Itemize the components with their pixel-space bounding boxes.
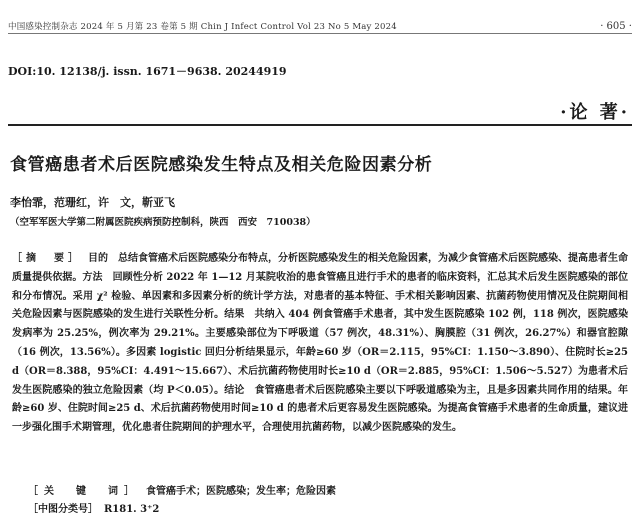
author-list: 李怡霏，范珊红，许 文，靳亚飞 [10, 196, 175, 209]
abstract-label: ［摘 要］ [12, 253, 82, 264]
section-label: ·论 著· [560, 102, 630, 123]
classification-number [28, 500, 159, 515]
keywords [28, 482, 336, 497]
classification-value: R181. 3⁺2 [104, 504, 160, 515]
author-affiliation: （空军军医大学第二附属医院疾病预防控制科，陕西 西安 710038） [10, 217, 316, 228]
article-title: 食管癌患者术后医院感染发生特点及相关危险因素分析 [10, 155, 433, 175]
keywords-label: ［关 键 词］ [28, 486, 140, 497]
header-rule [8, 33, 632, 34]
running-head [8, 20, 632, 32]
journal-citation: 中国感染控制杂志 2024 年 5 月第 23 卷第 5 期 Chin J Infect Control Vol 23 No 5 May 2024 [8, 22, 397, 32]
section-rule [8, 124, 632, 126]
doi: DOI:10. 12138/j. issn. 1671－9638. 20244919 [8, 65, 287, 78]
page-number: · 605 · [600, 20, 632, 32]
abstract-text: 目的 总结食管癌术后医院感染分布特点，分析医院感染发生的相关危险因素，为减少食管癌术后医院感染、提高患者生命质量提供依据。方法 回顾性分析 2022 年 1—12 月某院收治的患食管癌且进行手术的患者的临床资料，汇总其术后发生医院感染的部位和分布情况。采用 χ² 检验、单因素和多因素分析的统计学方法，对患者的基本特征、手术相关影响因素、抗菌药物使用情况及住院期间相关危险因素与医院感染的发生进行关联性分析。结果 共纳入 404 例食管癌手术患者，其中发生医院感染 102 例，118 例次，医院感染发病率为 25.25%，例次率为 29.21%。主要感染部位为下呼吸道（57 例次，48.31%）、胸膜腔（31 例次，26.27%）和器官腔隙（16 例次，13.56%）。多因素 logistic 回归分析结果显示，年龄≥60 岁（OR＝2.115，95%CI：1.150～3.890）、住院时长≥25 d（OR＝8.388，95%CI：4.491～15.667）、术后抗菌药物使用时长≥10 d（OR＝2.885，95%CI：1.506～5.527）为患者术后发生医院感染的独立危险因素（均 P＜0.05）。结论 食管癌患者术后医院感染主要以下呼吸道感染为主，且是多因素共同作用的结果。年龄≥60 岁、住院时间≥25 d、术后抗菌药物使用时间≥10 d 的患者术后更容易发生医院感染。为提高食管癌手术患者的生命质量，建议进一步强化围手术期管理，优化患者住院期间的护理水平，合理使用抗菌药物，以减少医院感染的发生。 [12, 253, 628, 434]
keywords-text: 食管癌手术；医院感染；发生率；危险因素 [146, 486, 336, 497]
classification-label: ［中图分类号］ [28, 504, 98, 515]
abstract [12, 250, 628, 438]
